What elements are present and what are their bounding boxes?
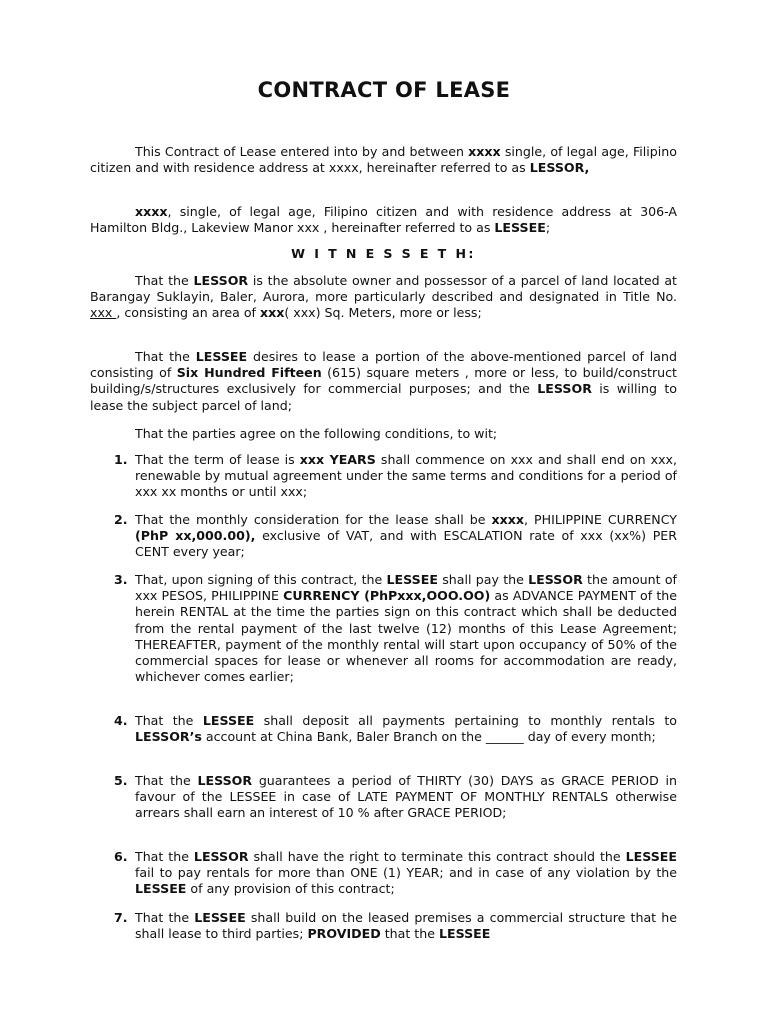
item-text: account at China Bank, Baler Branch on the ______ day of every month; (201, 729, 656, 745)
p2-text-e: (615) square meters , more or less, to build/construct building/s/structures exclusively for commercial purposes; and the (90, 365, 677, 397)
p1-text-e: , consisting an area of (116, 305, 260, 321)
item-text: That the (135, 910, 195, 925)
advance-amount: CURRENCY (PhPxxx,OOO.OO) (283, 588, 491, 604)
condition-item-5 (114, 773, 677, 822)
page-title: CONTRACT OF LEASE (257, 78, 511, 102)
item-number: 3. (114, 572, 128, 587)
witnesseth-heading: W I T N E S S E T H: (291, 246, 476, 261)
item-text: fail to pay rentals for more than ONE (1) YEAR; and in case of any violation by the (135, 865, 677, 881)
lessor-label: LESSOR, (529, 160, 590, 176)
item-text: That the monthly consideration for the lease shall be (135, 512, 492, 527)
p1-text-g: ( xxx) Sq. Meters, more or less; (284, 305, 482, 321)
lessee-label: LESSEE (202, 713, 255, 728)
item-text: That the term of lease is (135, 452, 300, 467)
condition-item-7 (114, 910, 677, 942)
item-text: shall deposit all payments pertaining to monthly rentals to (254, 713, 677, 728)
lessor-label: LESSOR (528, 572, 583, 587)
lessee-label: LESSEE (494, 220, 546, 236)
lessee-paragraph (90, 204, 677, 236)
lessee-label: LESSEE (438, 926, 491, 942)
provided-label: PROVIDED (307, 926, 381, 942)
lessor-label: LESSOR (193, 849, 249, 864)
item-text: shall build on the leased premises a commercial structure that he shall lease to third parties; (135, 910, 677, 942)
item-number: 1. (114, 452, 128, 467)
area-value: xxx (259, 305, 285, 321)
item-text: shall commence on xxx and shall end on xxx, renewable by mutual agreement under the same terms and conditions for a period of xxx xx months or until xxx; (135, 452, 677, 500)
lessor-label: LESSOR’s (135, 729, 202, 745)
p2-text-c: desires to lease a portion of the above-mentioned parcel of land consisting of (90, 349, 677, 381)
item-text: as ADVANCE PAYMENT of the herein RENTAL at the time the parties sign on this contract which shall be deducted from the rental payment of the last twelve (12) months of this Lease Agreement; THEREAFTER, payment of the monthly rental will start upon occupancy of 50% of the commercial spaces for lease or whenever all rooms for accommodation are ready, whichever comes earlier; (135, 588, 678, 685)
item-text: That, upon signing of this contract, the (135, 572, 387, 587)
conditions-intro: That the parties agree on the following conditions, to wit; (135, 426, 498, 441)
item-text: That the (135, 773, 198, 788)
item-number: 5. (114, 773, 128, 788)
lessee-label: LESSEE (135, 881, 187, 897)
p2-lessee: LESSEE (195, 349, 248, 364)
rent-php: (PhP xx,000.00), (135, 528, 256, 544)
item-text: shall pay the (437, 572, 529, 587)
intro-paragraph (90, 144, 677, 176)
title-number: xxx (90, 305, 117, 321)
lessee-name: xxxx (135, 204, 168, 219)
item-text: , PHILIPPINE CURRENCY (524, 512, 677, 527)
item-text: guarantees a period of THIRTY (30) DAYS as GRACE PERIOD in favour of the LESSEE in case of LATE PAYMENT OF MONTHLY RENTALS otherwise arrears shall earn an interest of 10 % after GRACE PERIOD; (135, 773, 677, 821)
p1-lessor: LESSOR (193, 273, 249, 288)
lessee-text-end: ; (545, 220, 551, 236)
p1-text-a: That the (135, 273, 194, 288)
item-text: the amount of xxx PESOS, PHILIPPINE (135, 572, 677, 604)
condition-item-6 (114, 849, 677, 898)
p2-text-a: That the (135, 349, 196, 364)
intro-text: This Contract of Lease entered into by and between (135, 144, 469, 159)
item-number: 6. (114, 849, 128, 864)
ownership-paragraph (90, 273, 677, 322)
lessee-label: LESSEE (625, 849, 677, 864)
item-text: of any provision of this contract; (186, 881, 395, 897)
lessee-text: , single, of legal age, Filipino citizen and with residence address at 306-A Hamilton Bldg., Lakeview Manor xxx , hereinafter referred to as (90, 204, 677, 236)
item-text: exclusive of VAT, and with ESCALATION rate of xxx (xx%) PER CENT every year; (135, 528, 677, 560)
item-text: shall have the right to terminate this contract should the (248, 849, 626, 864)
p2-text-g: is willing to lease the subject parcel of land; (90, 381, 677, 413)
intro-text-2: single, of legal age, Filipino citizen and with residence address at xxxx, hereinafter referred to as (90, 144, 677, 176)
item-text: That the (135, 713, 203, 728)
p2-lessor: LESSOR (537, 381, 592, 397)
p1-text-c: is the absolute owner and possessor of a parcel of land located at Barangay Suklayin, Baler, Aurora, more particularly described and designated in Title No. (90, 273, 677, 305)
lessee-label: LESSEE (386, 572, 438, 587)
condition-item-4 (114, 713, 677, 745)
lessor-label: LESSOR (197, 773, 253, 788)
lease-term: xxx YEARS (299, 452, 376, 467)
item-text: That the (135, 849, 194, 864)
item-number: 4. (114, 713, 128, 728)
condition-item-3 (114, 572, 678, 685)
lessor-name: xxxx (468, 144, 501, 159)
area-words: Six Hundred Fifteen (176, 365, 322, 381)
item-number: 2. (114, 512, 128, 527)
lessee-label: LESSEE (194, 910, 246, 925)
condition-item-2 (114, 512, 677, 561)
item-text: that the (380, 926, 439, 942)
item-number: 7. (114, 910, 128, 925)
lease-desire-paragraph (90, 349, 677, 414)
condition-item-1 (114, 452, 677, 501)
rent-amount: xxxx (491, 512, 525, 527)
